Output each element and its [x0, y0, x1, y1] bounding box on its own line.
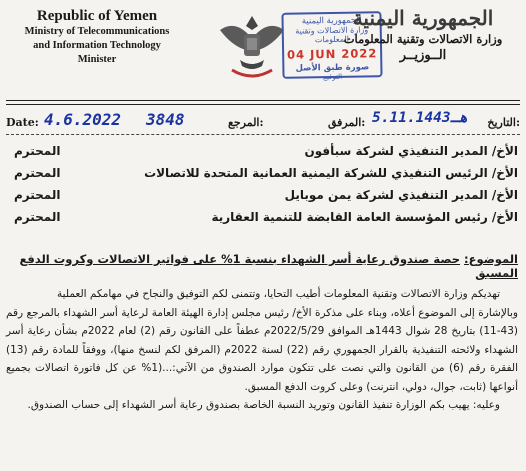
meta-rule — [6, 134, 520, 135]
header-rule-2 — [6, 104, 520, 105]
recipient-name: الأخ/ رئيس المؤسسة العامة القابضة للتنمية العقارية — [211, 210, 518, 224]
recipient-honorific: المحترم — [14, 144, 61, 158]
en-ministry-line1: Ministry of Telecommunications — [24, 26, 170, 37]
attachment-label: المرفق: — [328, 116, 366, 129]
recipient-row — [6, 140, 520, 162]
stamp-line4: التوقيع — [322, 72, 343, 82]
reference-row — [6, 110, 520, 134]
recipient-row — [6, 184, 520, 206]
handwritten-hijri-date: 5.11.1443هـ — [372, 110, 469, 126]
recipients-block — [6, 140, 520, 228]
recipient-row — [6, 162, 520, 184]
header-rule-1 — [6, 100, 520, 101]
recipient-row — [6, 206, 520, 228]
subject-line — [8, 252, 518, 280]
recipient-name: الأخ/ الرئيس التنفيذي للشركة اليمنية العمانية المتحدة للاتصالات — [144, 166, 518, 180]
closing-paragraph: وعليه: يهيب بكم الوزارة تنفيذ القانون وتوريد النسبة الخاصة بصندوق رعاية أسر الشهداء إلى حساب الصندوق. — [27, 399, 500, 411]
main-paragraph: وبالإشارة إلى الموضوع أعلاه، وبناء على مذكرة الأخ/ رئيس مجلس إدارة الهيئة العامة لرعاية أسر الشهداء بالمرجع رقم (43-11) بتاريخ 28 شوال 1443هـ الموافق 2022/5/29م عطفاً على القانون رقم (2) لعام 2022م بشأن رعاية أسر الشهداء ولائحته التنفيذية بالقرار الجمهوري رقم (22) لسنة 2022م (المرفق لكم لنسخ منها)، ووفقاً للمادة رقم (13) الفقرة رقم (6) من القانون والتي نصت على تتكون موارد الصندوق من الآتي:...(1% عن كل فاتورة اتصالات بجميع أنواعها (ثابت، جوال، دولي، انترنت) وعلى كروت الدفع المسبق. — [6, 306, 519, 393]
subject-label: الموضوع: — [464, 252, 518, 266]
recipient-honorific: المحترم — [14, 188, 61, 202]
ar-country: الجمهورية اليمنية — [352, 6, 494, 30]
greeting-paragraph: تهديكم وزارة الاتصالات وتقنية المعلومات أطيب التحايا، وتتمنى لكم التوفيق والنجاح في مهامكم العملية — [57, 288, 500, 300]
arabic-letterhead — [328, 6, 518, 63]
ar-title: الــوزيــر — [399, 48, 447, 63]
english-letterhead — [12, 8, 182, 67]
recipient-honorific: المحترم — [14, 166, 61, 180]
reference-label: المرجع: — [228, 116, 264, 129]
hijri-date-label: التاريخ: — [487, 116, 520, 129]
recipient-honorific: المحترم — [14, 210, 61, 224]
stamp-line1: الجمهورية اليمنية — [301, 15, 362, 27]
en-ministry-line2: and Information Technology — [33, 40, 161, 51]
subject-text: حصة صندوق رعاية أسر الشهداء بنسبة 1% على فواتير الاتصالات وكروت الدفع المسبق — [19, 252, 518, 280]
date-label: Date: — [6, 116, 39, 129]
recipient-name: الأخ/ المدير التنفيذي لشركة سبأفون — [304, 144, 518, 158]
stamp-date: 04 JUN 2022 — [286, 46, 378, 62]
handwritten-date: 4.6.2022 — [44, 110, 122, 129]
en-title: Minister — [77, 54, 117, 65]
letter-body — [6, 285, 518, 415]
handwritten-reference: 3848 — [146, 110, 185, 129]
en-country: Republic of Yemen — [36, 8, 158, 24]
stamp-line2: وزارة الاتصالات وتقنية المعلومات — [295, 25, 369, 45]
stamp-line3: صورة طبق الأصل — [295, 62, 370, 74]
ar-ministry: وزارة الاتصالات وتقنية المعلومات — [343, 32, 503, 46]
yemen-eagle-emblem-icon — [212, 10, 292, 85]
recipient-name: الأخ/ المدير التنفيذي لشركة يمن موبايل — [284, 188, 518, 202]
